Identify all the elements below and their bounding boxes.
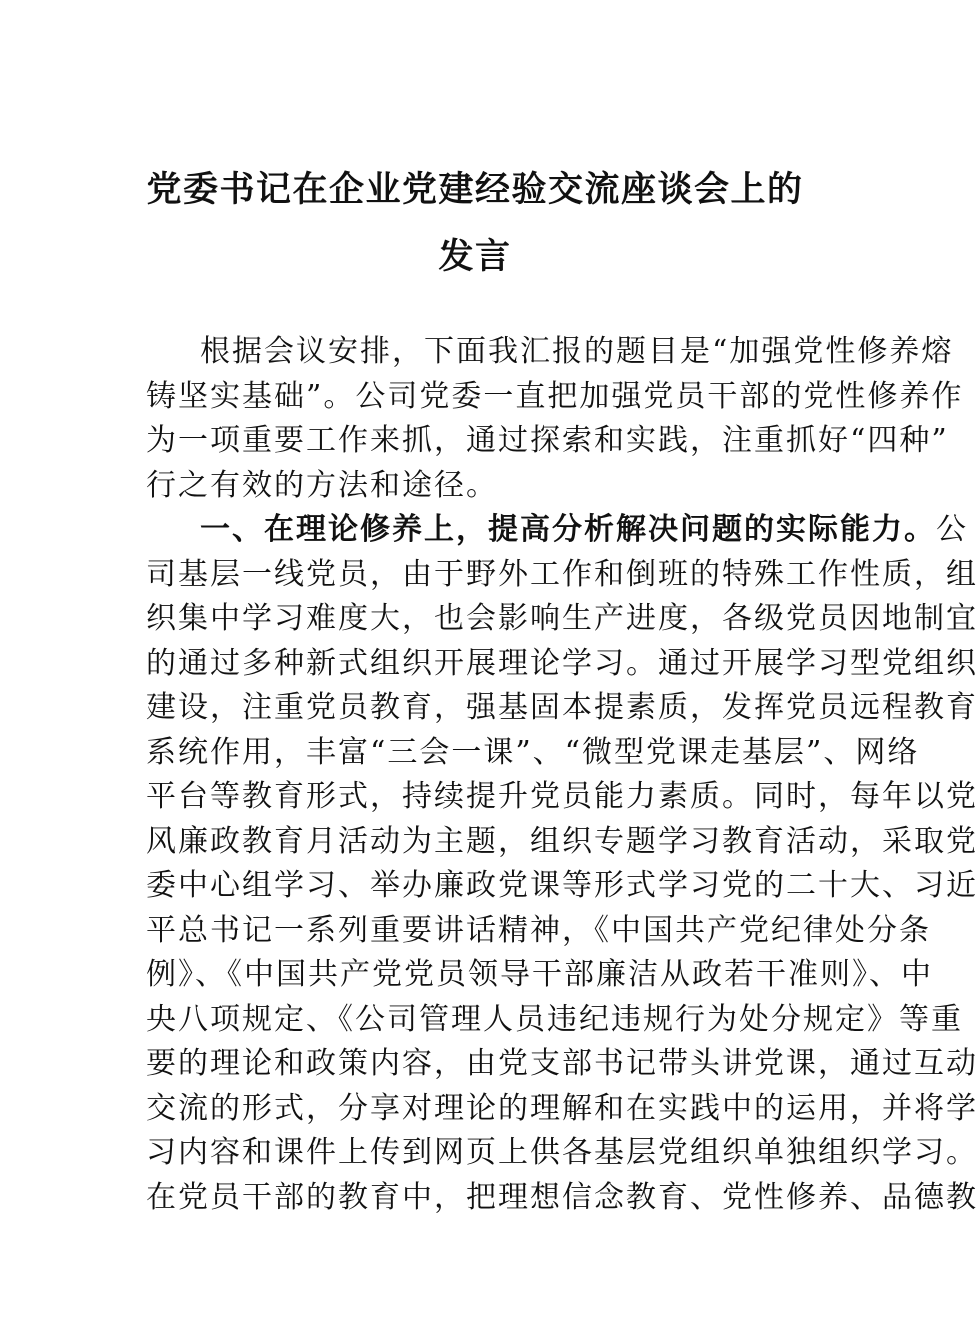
body-line: 交流的形式，分享对理论的理解和在实践中的运用，并将学 bbox=[146, 1090, 978, 1126]
document-title-line-1: 党委书记在企业党建经验交流座谈会上的 bbox=[146, 169, 804, 210]
body-line: 建设，注重党员教育，强基固本提素质，发挥党员远程教育 bbox=[146, 690, 978, 725]
body-line: 平总书记一系列重要讲话精神，《中国共产党纪律处分条 bbox=[146, 912, 931, 948]
section-heading: 一、在理论修养上，提高分析解决问题的实际能力。 bbox=[200, 512, 936, 547]
body-line: 平台等教育形式，持续提升党员能力素质。同时，每年以党 bbox=[146, 779, 978, 814]
section-heading-line bbox=[146, 508, 968, 553]
body-line: 要的理论和政策内容，由党支部书记带头讲党课，通过互动 bbox=[146, 1046, 978, 1081]
body-line: 央八项规定、《公司管理人员违纪违规行为处分规定》等重 bbox=[146, 1001, 963, 1037]
body-line: 铸坚实基础”。公司党委一直把加强党员干部的党性修养作 bbox=[146, 378, 964, 414]
body-line: 为一项重要工作来抓，通过探索和实践，注重抓好“四种” bbox=[146, 423, 949, 458]
body-line: 的通过多种新式组织开展理论学习。通过开展学习型党组织 bbox=[146, 645, 978, 681]
body-line: 系统作用，丰富“三会一课”、“微型党课走基层”、网络 bbox=[146, 734, 920, 770]
body-line: 司基层一线党员，由于野外工作和倒班的特殊工作性质，组 bbox=[146, 556, 978, 592]
document-title-line-2: 发言 bbox=[438, 236, 512, 277]
body-line: 风廉政教育月活动为主题，组织专题学习教育活动，采取党 bbox=[146, 823, 978, 859]
body-line: 行之有效的方法和途径。 bbox=[146, 467, 498, 503]
body-line: 根据会议安排，下面我汇报的题目是“加强党性修养熔 bbox=[200, 334, 954, 369]
body-text: 公 bbox=[936, 512, 968, 547]
body-line: 习内容和课件上传到网页上供各基层党组织单独组织学习。 bbox=[146, 1135, 978, 1170]
body-line: 委中心组学习、举办廉政党课等形式学习党的二十大、习近 bbox=[146, 868, 978, 903]
document-body bbox=[146, 330, 978, 1220]
body-line: 例》、《中国共产党党员领导干部廉洁从政若干准则》、中 bbox=[146, 957, 933, 992]
body-line: 织集中学习难度大，也会影响生产进度，各级党员因地制宜 bbox=[146, 601, 978, 636]
body-line: 在党员干部的教育中，把理想信念教育、党性修养、品德教 bbox=[146, 1179, 978, 1215]
